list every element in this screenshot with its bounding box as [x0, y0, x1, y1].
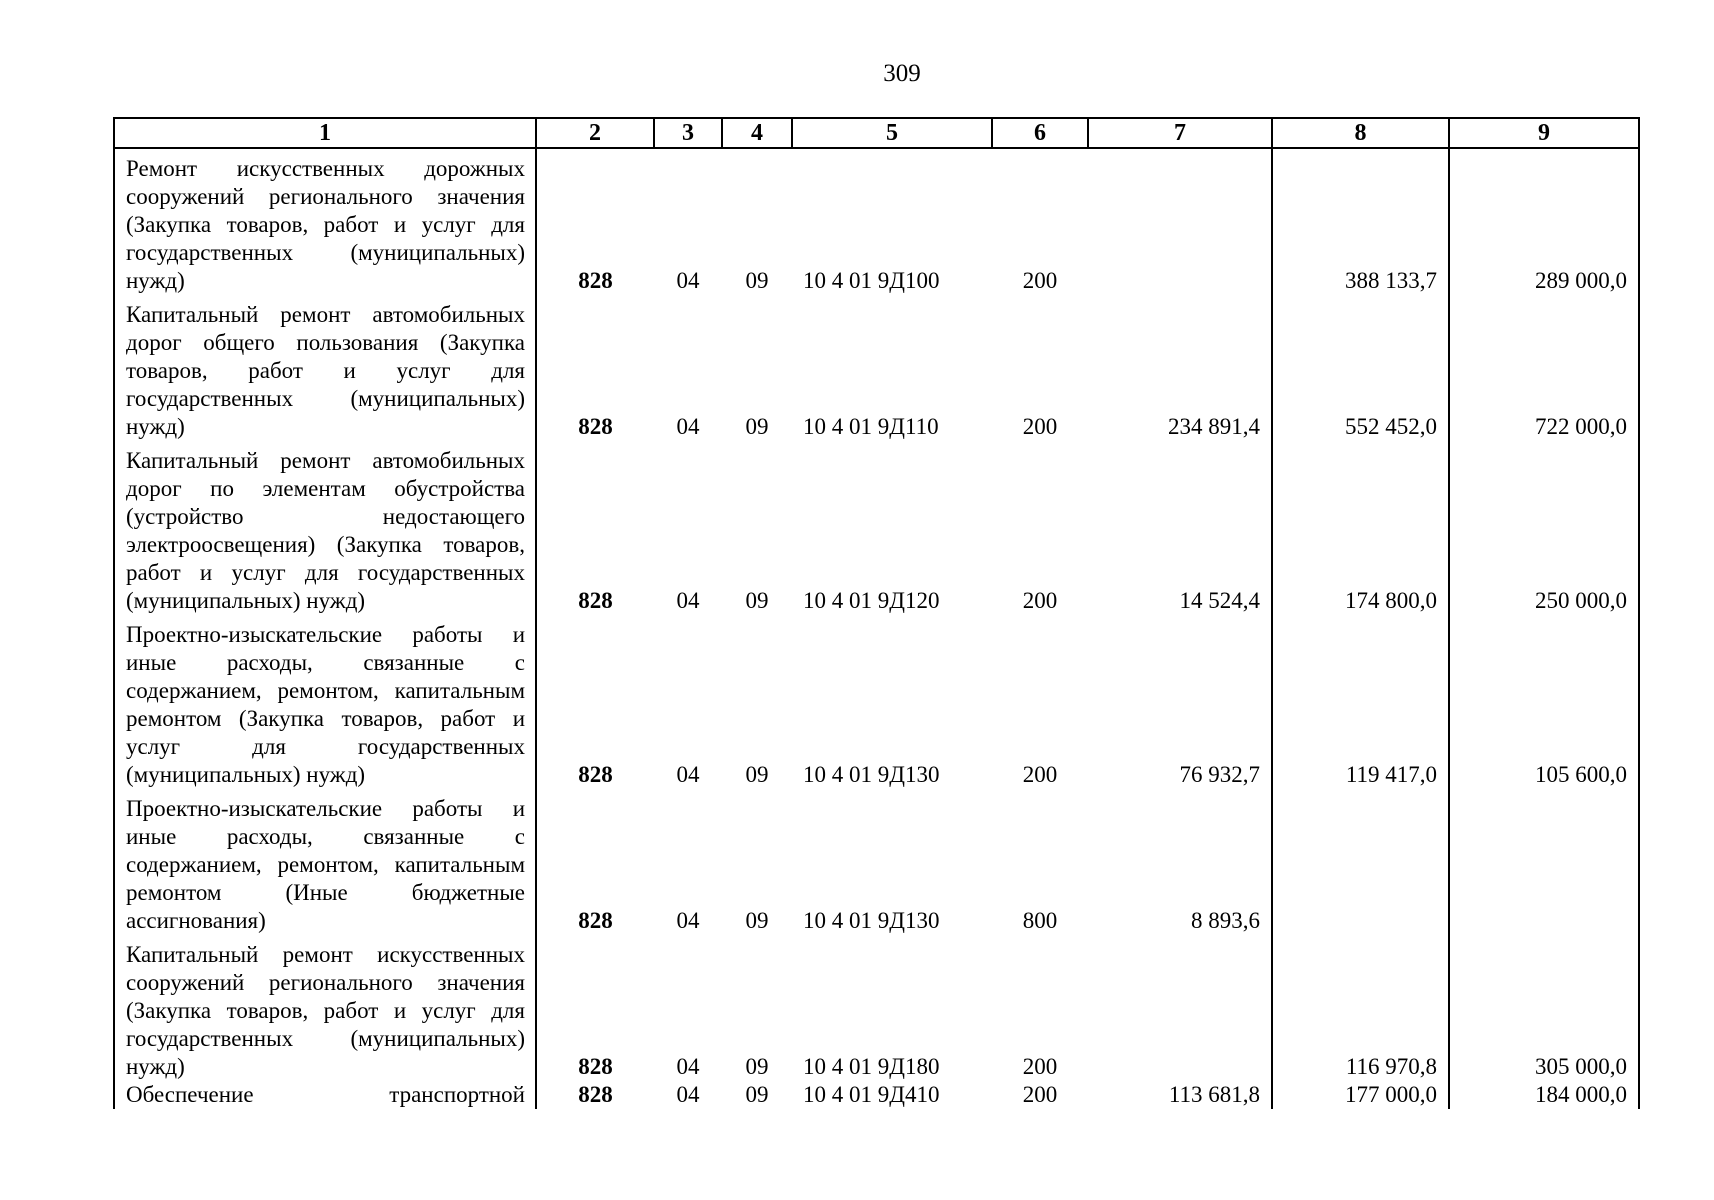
cell-section: 04: [676, 268, 700, 293]
row-description: [114, 935, 536, 1081]
header-col-3: 3: [654, 118, 722, 148]
row-description: [114, 148, 536, 295]
cell-expense-type: 200: [1022, 268, 1058, 293]
row-description-text: Ремонт искусственных дорожных сооружений регионального значения (Закупка товаров, работ и услуг для государственных (муниципальных) нужд): [126, 156, 525, 293]
cell-amount-8: 174 800,0: [1272, 441, 1449, 615]
table-row: [114, 615, 1639, 789]
cell-expense-type: 200: [1022, 1054, 1058, 1079]
header-col-8: 8: [1272, 118, 1449, 148]
cell-admin-code: 828: [578, 268, 613, 293]
header-col-9: 9: [1449, 118, 1639, 148]
cell-subsection: 09: [745, 1082, 769, 1107]
row-description-text: Обеспечение транспортной: [126, 1082, 525, 1107]
cell-admin-code: 828: [578, 762, 613, 787]
cell-amount-7: 113 681,8: [1088, 1081, 1272, 1109]
table-row: [114, 148, 1639, 295]
cell-section: 04: [676, 414, 700, 439]
table-row: [114, 1081, 1639, 1109]
row-description: [114, 1081, 536, 1109]
cell-amount-8: 552 452,0: [1272, 295, 1449, 441]
row-description: [114, 441, 536, 615]
cell-target-article: 10 4 01 9Д410: [803, 1082, 940, 1107]
cell-section: 04: [676, 762, 700, 787]
cell-subsection: 09: [745, 908, 769, 933]
cell-section: 04: [676, 588, 700, 613]
cell-amount-8: 388 133,7: [1272, 148, 1449, 295]
cell-admin-code: 828: [578, 1054, 613, 1079]
row-description: [114, 789, 536, 935]
cell-amount-9: 305 000,0: [1449, 935, 1639, 1081]
row-description: [114, 295, 536, 441]
row-description-text: Капитальный ремонт искусственных сооружений регионального значения (Закупка товаров, работ и услуг для государственных (муниципальных) нужд): [126, 942, 525, 1079]
cell-subsection: 09: [745, 762, 769, 787]
cell-amount-7: [1088, 935, 1272, 1081]
cell-subsection: 09: [745, 1054, 769, 1079]
page-number: 309: [883, 60, 921, 87]
cell-expense-type: 200: [1022, 762, 1058, 787]
table-row: [114, 935, 1639, 1081]
cell-amount-8: [1272, 789, 1449, 935]
cell-amount-9: [1449, 789, 1639, 935]
table-row: [114, 789, 1639, 935]
cell-admin-code: 828: [578, 588, 613, 613]
budget-table: [113, 117, 1640, 1109]
cell-section: 04: [676, 1054, 700, 1079]
cell-expense-type: 200: [1022, 588, 1058, 613]
row-description: [114, 615, 536, 789]
cell-target-article: 10 4 01 9Д180: [803, 1054, 940, 1079]
cell-expense-type: 200: [1022, 414, 1058, 439]
cell-amount-7: 234 891,4: [1088, 295, 1272, 441]
cell-amount-7: 14 524,4: [1088, 441, 1272, 615]
cell-target-article: 10 4 01 9Д110: [803, 414, 939, 439]
cell-expense-type: 800: [1022, 908, 1058, 933]
cell-amount-9: 289 000,0: [1449, 148, 1639, 295]
cell-subsection: 09: [745, 414, 769, 439]
table-row: [114, 441, 1639, 615]
cell-amount-9: 722 000,0: [1449, 295, 1639, 441]
cell-target-article: 10 4 01 9Д120: [803, 588, 940, 613]
cell-amount-7: 8 893,6: [1088, 789, 1272, 935]
cell-amount-9: 105 600,0: [1449, 615, 1639, 789]
row-description-text: Капитальный ремонт автомобильных дорог по элементам обустройства (устройство недостающего электроосвещения) (Закупка товаров, работ и услуг для государственных (муниципальных) нужд): [126, 448, 525, 613]
cell-target-article: 10 4 01 9Д100: [803, 268, 940, 293]
row-description-text: Капитальный ремонт автомобильных дорог общего пользования (Закупка товаров, работ и услуг для государственных (муниципальных) нужд): [126, 302, 525, 439]
table-row: [114, 295, 1639, 441]
cell-admin-code: 828: [578, 1082, 613, 1107]
header-col-1: 1: [114, 118, 536, 148]
cell-expense-type: 200: [1022, 1082, 1058, 1107]
cell-amount-7: [1088, 148, 1272, 295]
cell-amount-9: 184 000,0: [1449, 1081, 1639, 1109]
row-description-text: Проектно-изыскательские работы и иные расходы, связанные с содержанием, ремонтом, капитальным ремонтом (Иные бюджетные ассигнования): [126, 796, 525, 933]
header-row: [114, 118, 1639, 148]
header-col-5: 5: [792, 118, 992, 148]
cell-subsection: 09: [745, 268, 769, 293]
row-description-text: Проектно-изыскательские работы и иные расходы, связанные с содержанием, ремонтом, капитальным ремонтом (Закупка товаров, работ и услуг для государственных (муниципальных) нужд): [126, 622, 525, 787]
cell-amount-8: 119 417,0: [1272, 615, 1449, 789]
cell-subsection: 09: [745, 588, 769, 613]
cell-admin-code: 828: [578, 414, 613, 439]
header-col-7: 7: [1088, 118, 1272, 148]
cell-target-article: 10 4 01 9Д130: [803, 762, 940, 787]
header-col-4: 4: [722, 118, 792, 148]
cell-section: 04: [676, 1082, 700, 1107]
cell-amount-8: 116 970,8: [1272, 935, 1449, 1081]
header-col-2: 2: [536, 118, 654, 148]
cell-section: 04: [676, 908, 700, 933]
header-col-6: 6: [992, 118, 1088, 148]
cell-amount-8: 177 000,0: [1272, 1081, 1449, 1109]
cell-amount-7: 76 932,7: [1088, 615, 1272, 789]
cell-amount-9: 250 000,0: [1449, 441, 1639, 615]
cell-admin-code: 828: [578, 908, 613, 933]
cell-target-article: 10 4 01 9Д130: [803, 908, 940, 933]
